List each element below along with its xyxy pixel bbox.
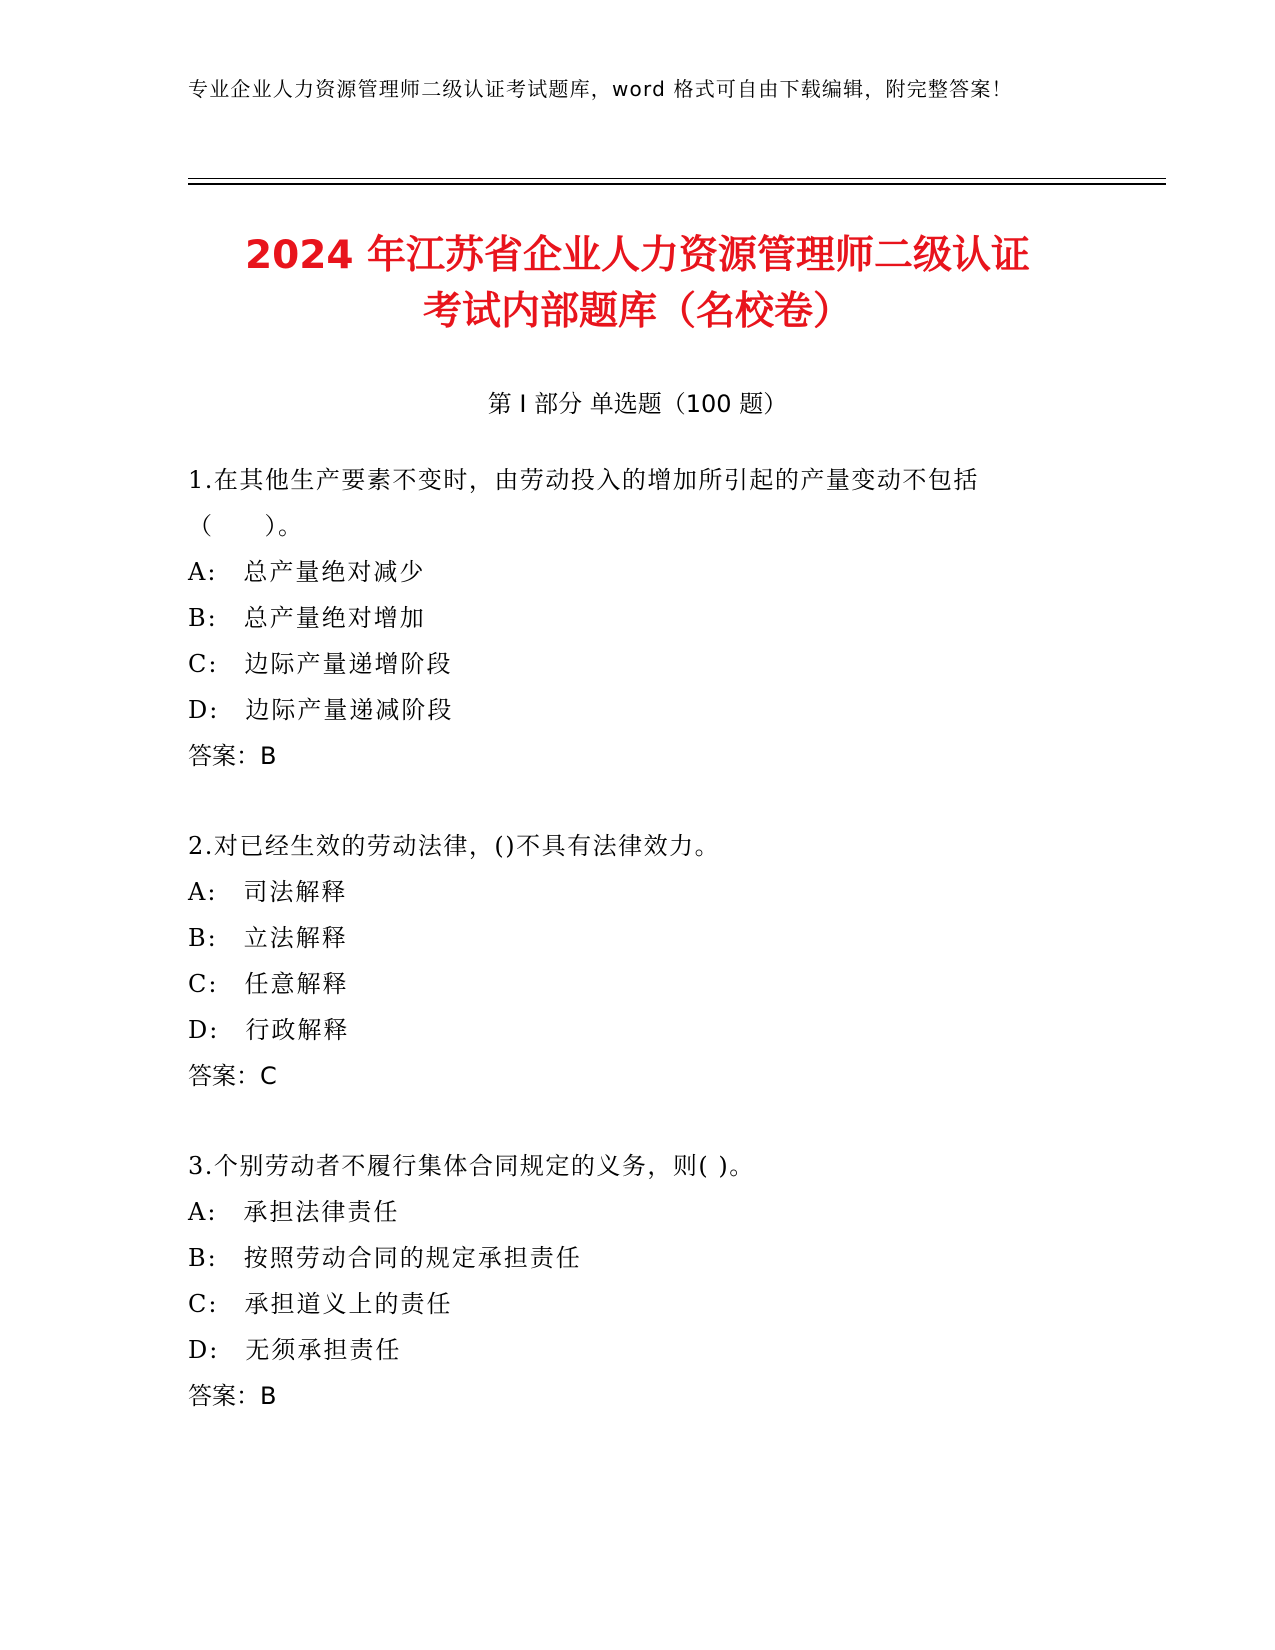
header-note: 专业企业人力资源管理师二级认证考试题库，word 格式可自由下载编辑，附完整答案！ <box>188 77 1013 101</box>
question-stem: 2.对已经生效的劳动法律，()不具有法律效力。 <box>188 832 721 860</box>
question-2 <box>188 823 1088 1099</box>
answer: 答案：B <box>188 1382 277 1410</box>
option-a: A: 司法解释 <box>188 878 348 906</box>
option-b: B: 立法解释 <box>188 924 348 952</box>
document-title-line-1: 2024 年江苏省企业人力资源管理师二级认证 <box>244 233 1031 278</box>
option-a: A: 总产量绝对减少 <box>188 558 426 586</box>
document-title <box>150 228 1125 340</box>
option-c: C: 边际产量递增阶段 <box>188 650 453 678</box>
option-b: B: 按照劳动合同的规定承担责任 <box>188 1244 582 1272</box>
header-rule-thin <box>188 178 1166 179</box>
document-title-line-2: 考试内部题库（名校卷） <box>422 289 852 334</box>
question-3 <box>188 1143 1088 1419</box>
option-d: D: 边际产量递减阶段 <box>188 696 454 724</box>
header-rule-thick <box>188 183 1166 185</box>
question-1 <box>188 457 1088 779</box>
option-b: B: 总产量绝对增加 <box>188 604 426 632</box>
answer: 答案：B <box>188 742 277 770</box>
option-a: A: 承担法律责任 <box>188 1198 400 1226</box>
option-c: C: 承担道义上的责任 <box>188 1290 453 1318</box>
answer: 答案：C <box>188 1062 277 1090</box>
option-c: C: 任意解释 <box>188 970 349 998</box>
option-d: D: 无须承担责任 <box>188 1336 402 1364</box>
section-title: 第 I 部分 单选题（100 题） <box>487 390 788 418</box>
question-stem: 1.在其他生产要素不变时，由劳动投入的增加所引起的产量变动不包括（ ）。 <box>188 466 979 540</box>
option-d: D: 行政解释 <box>188 1016 350 1044</box>
question-stem: 3.个别劳动者不履行集体合同规定的义务，则( )。 <box>188 1152 755 1180</box>
